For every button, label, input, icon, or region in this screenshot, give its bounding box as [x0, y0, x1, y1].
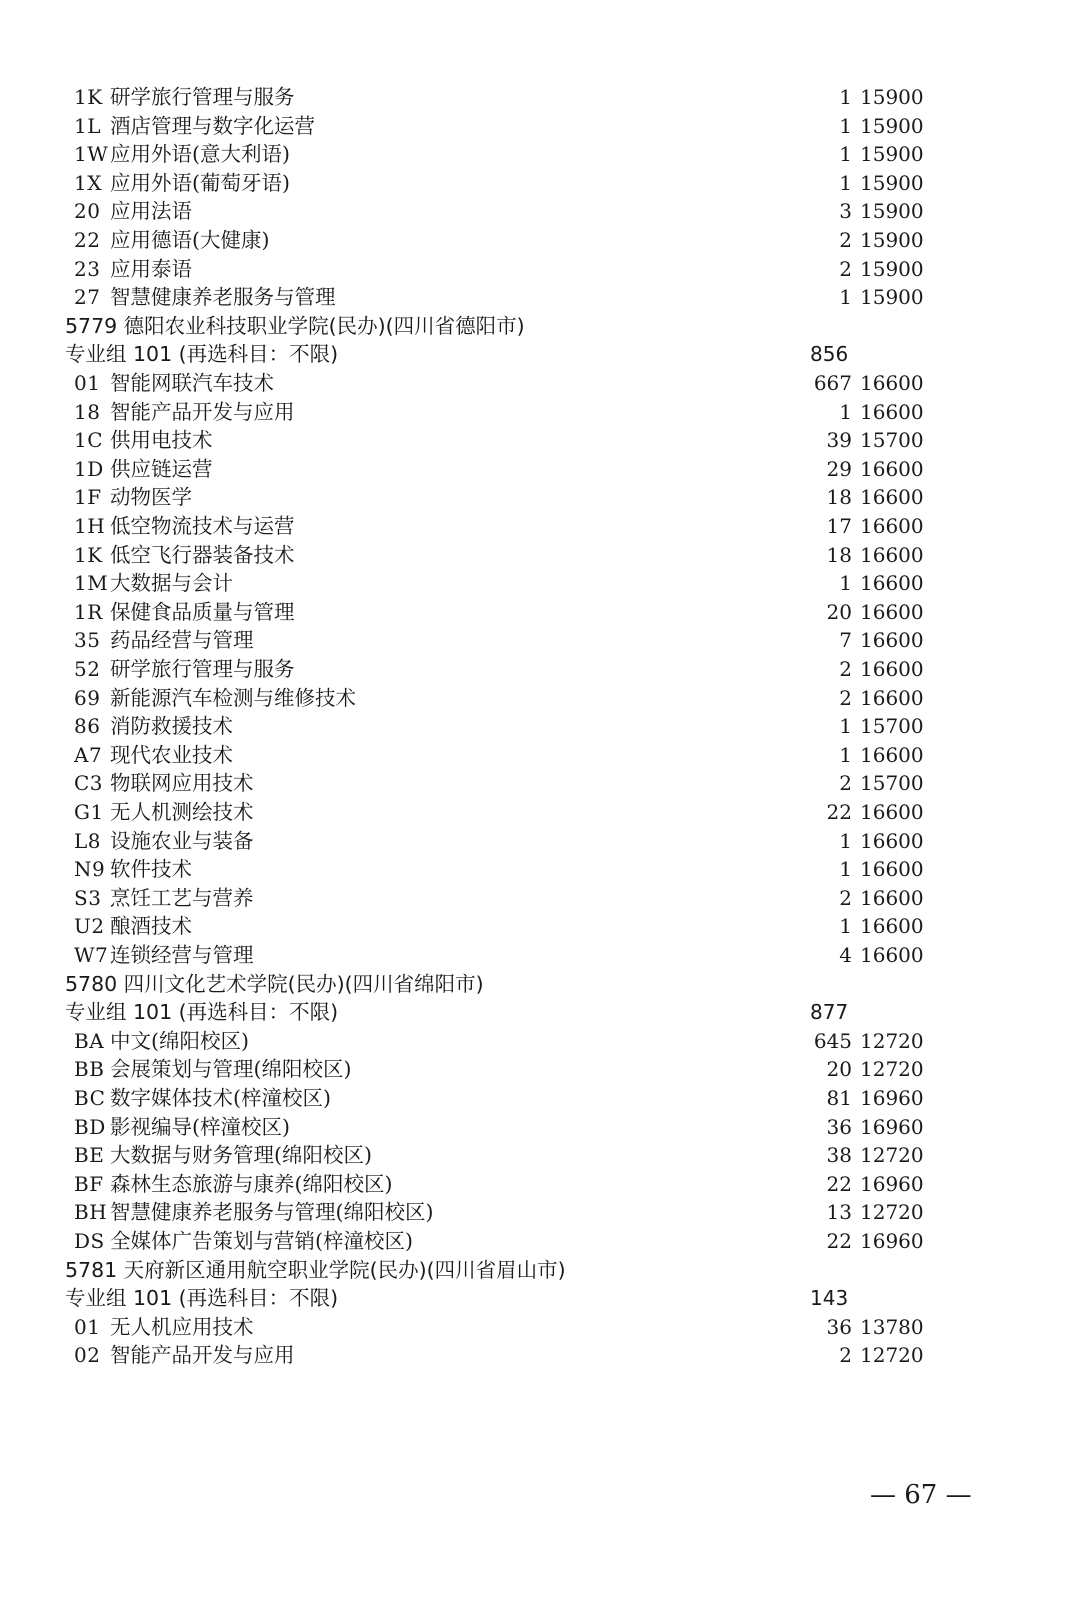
major-code: 27	[74, 285, 101, 310]
major-code: 18	[74, 399, 101, 424]
enrollment-count: 1	[839, 914, 852, 939]
enrollment-count: 645	[813, 1028, 852, 1053]
enrollment-count: 22	[826, 1171, 852, 1196]
major-row	[0, 455, 1080, 484]
enrollment-count: 1	[839, 857, 852, 882]
major-name: 智能产品开发与应用	[110, 399, 295, 424]
major-code: 1X	[74, 170, 102, 195]
enrollment-count: 18	[826, 485, 852, 510]
tuition-fee: 12720	[860, 1057, 924, 1082]
enrollment-count: 4	[839, 943, 852, 967]
enrollment-count: 29	[826, 456, 852, 481]
major-code: 1M	[74, 571, 109, 596]
major-row	[0, 626, 1080, 655]
major-name: 供用电技术	[110, 428, 213, 453]
enrollment-count: 3	[839, 199, 852, 224]
major-code: 23	[74, 256, 101, 281]
major-row	[0, 112, 1080, 141]
enrollment-count: 2	[839, 885, 852, 910]
major-name: 全媒体广告策划与营销(梓潼校区)	[110, 1229, 413, 1253]
tuition-fee: 16600	[860, 399, 924, 424]
tuition-fee: 12720	[860, 1343, 924, 1368]
enrollment-count: 1	[839, 828, 852, 853]
enrollment-count: 81	[826, 1086, 852, 1110]
major-row	[0, 398, 1080, 427]
major-row	[0, 169, 1080, 198]
major-code: N9	[74, 857, 106, 882]
major-code: C3	[74, 771, 104, 796]
major-name: 物联网应用技术	[110, 771, 254, 796]
major-row	[0, 283, 1080, 312]
major-row	[0, 798, 1080, 827]
major-name: 供应链运营	[110, 456, 213, 481]
major-row	[0, 255, 1080, 284]
enrollment-count: 1	[839, 85, 852, 109]
tuition-fee: 16600	[860, 943, 924, 967]
enrollment-count: 20	[826, 599, 852, 624]
major-code: 01	[74, 1314, 101, 1339]
tuition-fee: 15700	[860, 714, 924, 739]
tuition-fee: 12720	[860, 1143, 924, 1168]
tuition-fee: 15900	[860, 85, 924, 109]
enrollment-count: 667	[813, 371, 852, 395]
tuition-fee: 12720	[860, 1200, 924, 1225]
major-code: 1D	[74, 456, 104, 481]
enrollment-count: 2	[839, 256, 852, 281]
major-group-header	[0, 340, 1080, 369]
major-row	[0, 1227, 1080, 1256]
tuition-fee: 16600	[860, 828, 924, 853]
tuition-fee: 15700	[860, 771, 924, 796]
tuition-fee: 16600	[860, 542, 924, 567]
major-row	[0, 483, 1080, 512]
tuition-fee: 16600	[860, 571, 924, 596]
major-name: 无人机测绘技术	[110, 800, 254, 824]
enrollment-count: 20	[826, 1057, 852, 1082]
major-name: 影视编导(梓潼校区)	[110, 1114, 290, 1139]
enrollment-count: 1	[839, 285, 852, 310]
enrollment-count: 2	[839, 1343, 852, 1368]
group-label: 专业组 101 (再选科目：不限)	[65, 342, 339, 367]
major-row	[0, 1055, 1080, 1084]
major-row	[0, 226, 1080, 255]
major-row	[0, 1170, 1080, 1199]
major-code: 1W	[74, 142, 109, 167]
tuition-fee: 16600	[860, 514, 924, 538]
major-row	[0, 741, 1080, 770]
major-code: L8	[74, 828, 102, 853]
major-name: 应用法语	[110, 199, 192, 224]
major-row	[0, 1084, 1080, 1113]
major-name: 智能产品开发与应用	[110, 1343, 295, 1368]
group-label: 专业组 101 (再选科目：不限)	[65, 1286, 339, 1311]
major-row	[0, 541, 1080, 570]
major-group-header	[0, 998, 1080, 1027]
major-name: 烹饪工艺与营养	[110, 885, 254, 910]
page-number: — 67 —	[870, 1480, 972, 1510]
major-row	[0, 1027, 1080, 1056]
major-code: 02	[74, 1343, 101, 1368]
school-header	[0, 970, 1080, 999]
major-row	[0, 140, 1080, 169]
tuition-fee: 15700	[860, 428, 924, 453]
tuition-fee: 16600	[860, 456, 924, 481]
major-name: 保健食品质量与管理	[110, 599, 295, 624]
enrollment-count: 2	[839, 657, 852, 681]
enrollment-count: 2	[839, 771, 852, 796]
tuition-fee: 16600	[860, 885, 924, 910]
major-name: 现代农业技术	[110, 742, 233, 767]
enrollment-count: 7	[839, 628, 852, 653]
major-name: 酿酒技术	[110, 914, 192, 939]
major-name: 低空飞行器装备技术	[110, 542, 295, 567]
major-name: 大数据与财务管理(绵阳校区)	[110, 1143, 372, 1168]
major-name: 研学旅行管理与服务	[110, 657, 295, 681]
major-row	[0, 369, 1080, 398]
major-name: 智慧健康养老服务与管理	[110, 285, 336, 310]
major-row	[0, 1113, 1080, 1142]
tuition-fee: 15900	[860, 228, 924, 252]
tuition-fee: 16600	[860, 800, 924, 824]
major-row	[0, 598, 1080, 627]
major-code: 69	[74, 685, 101, 710]
school-header	[0, 1256, 1080, 1285]
major-code: 86	[74, 714, 101, 739]
enrollment-count: 36	[826, 1114, 852, 1139]
tuition-fee: 16600	[860, 857, 924, 882]
major-row	[0, 512, 1080, 541]
major-row	[0, 569, 1080, 598]
major-code: 20	[74, 199, 101, 224]
enrollment-count: 17	[826, 514, 852, 538]
enrollment-count: 1	[839, 399, 852, 424]
major-row	[0, 655, 1080, 684]
major-code: 1K	[74, 85, 103, 109]
major-code: BE	[74, 1143, 105, 1168]
major-row	[0, 884, 1080, 913]
major-code: A7	[74, 742, 103, 767]
major-name: 研学旅行管理与服务	[110, 85, 295, 109]
major-name: 智慧健康养老服务与管理(绵阳校区)	[110, 1200, 434, 1225]
major-name: 酒店管理与数字化运营	[110, 113, 315, 138]
major-code: G1	[74, 800, 104, 824]
major-row	[0, 426, 1080, 455]
tuition-fee: 16600	[860, 599, 924, 624]
major-name: 动物医学	[110, 485, 192, 510]
major-name: 森林生态旅游与康养(绵阳校区)	[110, 1171, 393, 1196]
major-row	[0, 1141, 1080, 1170]
major-code: 52	[74, 657, 101, 681]
enrollment-count: 1	[839, 142, 852, 167]
major-row	[0, 712, 1080, 741]
major-code: BA	[74, 1028, 105, 1053]
major-name: 应用德语(大健康)	[110, 228, 270, 252]
tuition-fee: 16960	[860, 1086, 924, 1110]
major-code: 1L	[74, 113, 102, 138]
major-code: BF	[74, 1171, 104, 1196]
tuition-fee: 15900	[860, 199, 924, 224]
major-row	[0, 1313, 1080, 1342]
group-label: 专业组 101 (再选科目：不限)	[65, 1000, 339, 1025]
tuition-fee: 13780	[860, 1314, 924, 1339]
major-code: BC	[74, 1086, 106, 1110]
group-total: 143	[810, 1286, 849, 1311]
major-row	[0, 1341, 1080, 1370]
major-code: W7	[74, 943, 109, 967]
major-name: 软件技术	[110, 857, 192, 882]
major-code: 1H	[74, 514, 106, 538]
tuition-fee: 15900	[860, 285, 924, 310]
major-row	[0, 769, 1080, 798]
enrollment-count: 22	[826, 800, 852, 824]
school-title: 5779 德阳农业科技职业学院(民办)(四川省德阳市)	[65, 313, 525, 338]
tuition-fee: 15900	[860, 142, 924, 167]
major-code: 1F	[74, 485, 102, 510]
major-row	[0, 941, 1080, 970]
tuition-fee: 15900	[860, 113, 924, 138]
major-name: 数字媒体技术(梓潼校区)	[110, 1086, 331, 1110]
major-code: BB	[74, 1057, 105, 1082]
group-total: 877	[810, 1000, 849, 1025]
major-row	[0, 83, 1080, 112]
enrollment-count: 39	[826, 428, 852, 453]
major-code: S3	[74, 885, 102, 910]
enrollment-count: 18	[826, 542, 852, 567]
enrollment-count: 13	[826, 1200, 852, 1225]
enrollment-count: 1	[839, 742, 852, 767]
major-group-header	[0, 1284, 1080, 1313]
major-code: 22	[74, 228, 101, 252]
major-name: 应用外语(意大利语)	[110, 142, 290, 167]
major-name: 大数据与会计	[110, 571, 233, 596]
major-name: 智能网联汽车技术	[110, 371, 274, 395]
major-code: 01	[74, 371, 101, 395]
major-name: 应用泰语	[110, 256, 192, 281]
tuition-fee: 16600	[860, 657, 924, 681]
tuition-fee: 15900	[860, 170, 924, 195]
enrollment-count: 38	[826, 1143, 852, 1168]
tuition-fee: 16600	[860, 742, 924, 767]
major-row	[0, 684, 1080, 713]
tuition-fee: 16960	[860, 1114, 924, 1139]
school-title: 5781 天府新区通用航空职业学院(民办)(四川省眉山市)	[65, 1257, 566, 1282]
major-row	[0, 855, 1080, 884]
major-row	[0, 827, 1080, 856]
major-name: 会展策划与管理(绵阳校区)	[110, 1057, 352, 1082]
major-row	[0, 197, 1080, 226]
enrollment-count: 1	[839, 714, 852, 739]
enrollment-count: 1	[839, 113, 852, 138]
enrollment-count: 1	[839, 170, 852, 195]
major-code: 1K	[74, 542, 103, 567]
tuition-fee: 16600	[860, 628, 924, 653]
tuition-fee: 16600	[860, 914, 924, 939]
major-code: 1C	[74, 428, 104, 453]
tuition-fee: 16600	[860, 685, 924, 710]
major-name: 应用外语(葡萄牙语)	[110, 170, 290, 195]
enrollment-count: 2	[839, 685, 852, 710]
major-name: 中文(绵阳校区)	[110, 1028, 249, 1053]
enrollment-count: 36	[826, 1314, 852, 1339]
major-code: BH	[74, 1200, 108, 1225]
major-code: 1R	[74, 599, 103, 624]
tuition-fee: 16600	[860, 371, 924, 395]
tuition-fee: 12720	[860, 1028, 924, 1053]
major-name: 新能源汽车检测与维修技术	[110, 685, 356, 710]
major-name: 连锁经营与管理	[110, 943, 254, 967]
tuition-fee: 16600	[860, 485, 924, 510]
tuition-fee: 16960	[860, 1171, 924, 1196]
major-name: 低空物流技术与运营	[110, 514, 295, 538]
major-code: DS	[74, 1229, 105, 1253]
major-name: 消防救援技术	[110, 714, 233, 739]
major-code: 35	[74, 628, 101, 653]
tuition-fee: 16960	[860, 1229, 924, 1253]
group-total: 856	[810, 342, 849, 367]
major-code: BD	[74, 1114, 106, 1139]
enrollment-count: 2	[839, 228, 852, 252]
school-title: 5780 四川文化艺术学院(民办)(四川省绵阳市)	[65, 971, 484, 996]
school-header	[0, 312, 1080, 341]
enrollment-count: 1	[839, 571, 852, 596]
major-name: 设施农业与装备	[110, 828, 254, 853]
major-name: 药品经营与管理	[110, 628, 254, 653]
major-row	[0, 1198, 1080, 1227]
major-row	[0, 912, 1080, 941]
tuition-fee: 15900	[860, 256, 924, 281]
enrollment-count: 22	[826, 1229, 852, 1253]
major-name: 无人机应用技术	[110, 1314, 254, 1339]
major-code: U2	[74, 914, 105, 939]
